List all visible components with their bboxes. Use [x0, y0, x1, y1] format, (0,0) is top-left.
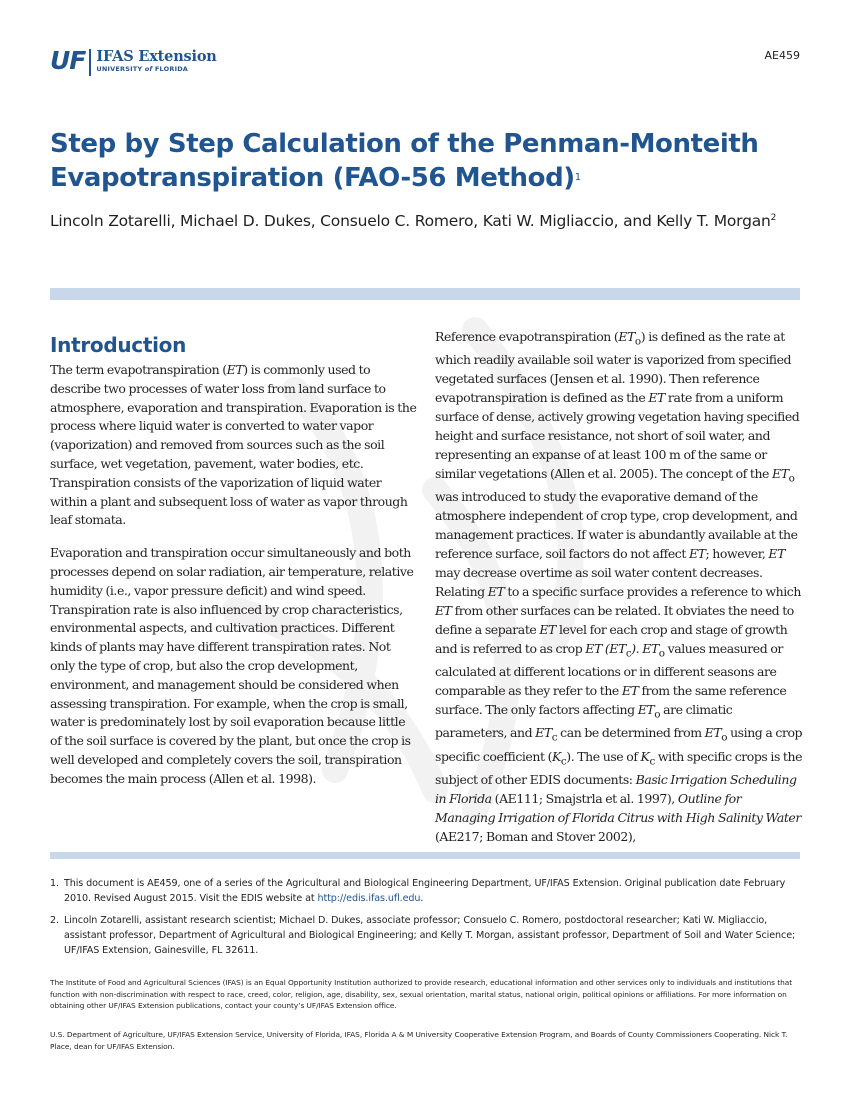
document-id: AE459	[764, 49, 800, 62]
section-heading-introduction: Introduction	[50, 333, 187, 357]
equal-opportunity-statement: The Institute of Food and Agricultural Sciences (IFAS) is an Equal Opportunity Institution authorized to provide research, educational information and other services only to individuals and institutions that function with non-discrimination with respect to race, creed, color, religion, age, disability, sex, sexual orientation, marital status, national origin, political opinions or affiliations. For more information on obtaining other UF/IFAS Extension publications, contact your county’s UF/IFAS Extension office.	[50, 978, 793, 1011]
left-column	[50, 332, 418, 789]
logo-divider	[89, 49, 91, 76]
cited-title-citrus-irrigation: Outline for Managing Irrigation of Florida Citrus with High Salinity Water	[435, 790, 801, 825]
usda-cooperation-statement: U.S. Department of Agriculture, UF/IFAS Extension Service, University of Florida, IFAS, Florida A & M University Cooperative Extension Program, and Boards of County Commissioners Cooperating. Nick T. Place, dean for UF/IFAS Extension.	[50, 1030, 788, 1051]
intro-paragraph-3: Reference evapotranspiration $(ET_o)$ is defined as the rate at which readily available soil water is vaporized from specified vegetated surfaces (Jensen et al. 1990). Then reference evapotranspiration is defined as the ET rate from a uniform surface of dense, actively growing vegetation having specified height and surface resistance, not short of soil water, and representing an expanse of at least 100 m of the same or similar vegetations (Allen et al. 2005). The concept of the $ET_o$ was introduced to study the evaporative demand of the atmosphere independent of crop type, crop development, and management practices. If water is abundantly available at the reference surface, soil factors do not affect ET; however, ET may decrease overtime as soil water content decreases. Relating ET to a specific surface provides a reference to which ET from other surfaces can be related. It obviates the need to define a separate ET level for each crop and stage of growth and is referred to as crop ET $(ET_c)$. $ET_o$ values measured or calculated at different locations or in different seasons are comparable as they refer to the ET from the same reference surface. The only factors affecting $ET_o$ are climatic parameters, and $ET_c$ can be determined from $ET_o$ using a crop specific coefficient $(K_c)$. The use of $K_c$ with specific crops is the subject of other EDIS documents: Basic Irrigation Scheduling in Florida (AE111; Smajstrla et al. 1997), Outline for Managing Irrigation of Florida Citrus with High Salinity Water (AE217; Boman and Stover 2002),	[435, 329, 803, 844]
logo-text	[96, 48, 216, 74]
intro-paragraph-2: Evaporation and transpiration occur simultaneously and both processes depend on solar radiation, air temperature, relative humidity (i.e., vapor pressure deficit) and wind speed. Transpiration rate is also influenced by crop characteristics, environmental aspects, and cultivation practices. Different kinds of plants may have different transpiration rates. Not only the type of crop, but also the crop development, environment, and management should be considered when assessing transpiration. For example, when the crop is small, water is predominately lost by soil evaporation because little of the soil surface is covered by the plant, but once the crop is well developed and completely covers the soil, transpiration becomes the main process (Allen et al. 1998).	[50, 545, 414, 786]
logo-university: UNIVERSITY of FLORIDA	[96, 65, 189, 73]
bottom-divider-band	[50, 852, 800, 859]
top-divider-band	[50, 288, 800, 300]
edis-website-link[interactable]: http://edis.ifas.ufl.edu	[317, 893, 421, 904]
uf-ifas-logo	[50, 48, 217, 78]
title-footnote-ref: 1	[574, 172, 581, 183]
right-column	[435, 328, 803, 847]
logo-ifas-extension: IFAS Extension	[96, 48, 217, 65]
logo-uf-mark: UF	[50, 46, 86, 75]
page-title: Step by Step Calculation of the Penman-Monteith Evapotranspiration (FAO-56 Method)$^1$	[50, 129, 759, 193]
footnote-1: 1. This document is AE459, one of a series of the Agricultural and Biological Engineering Department, UF/IFAS Extension. Original publication date February 2010. Revised August 2015. Visit the EDIS website at http://edis.ifas.ufl.edu.	[50, 878, 786, 904]
cited-title-basic-irrigation: Basic Irrigation Scheduling in Florida	[435, 771, 797, 806]
intro-paragraph-1: The term evapotranspiration (ET) is commonly used to describe two processes of water loss from land surface to atmosphere, evaporation and transpiration. Evaporation is the process where liquid water is converted to water vapor (vaporization) and removed from sources such as the soil surface, wet vegetation, pavement, water bodies, etc. Transpiration consists of the vaporization of liquid water within a plant and subsequent loss of water as vapor through leaf stomata.	[50, 362, 417, 528]
footnote-2: 2. Lincoln Zotarelli, assistant research scientist; Michael D. Dukes, associate professor; Consuelo C. Romero, postdoctoral researcher; Kati W. Migliaccio, assistant professor, Department of Agricultural and Biological Engineering; and Kelly T. Morgan, assistant professor, Department of Soil and Water Science; UF/IFAS Extension, Gainesville, FL 32611.	[50, 915, 796, 956]
authors: Lincoln Zotarelli, Michael D. Dukes, Consuelo C. Romero, Kati W. Migliaccio, and Kelly T. Morgan$^2$	[50, 212, 777, 230]
footnotes	[50, 876, 800, 965]
authors-footnote-ref: 2	[770, 213, 777, 223]
